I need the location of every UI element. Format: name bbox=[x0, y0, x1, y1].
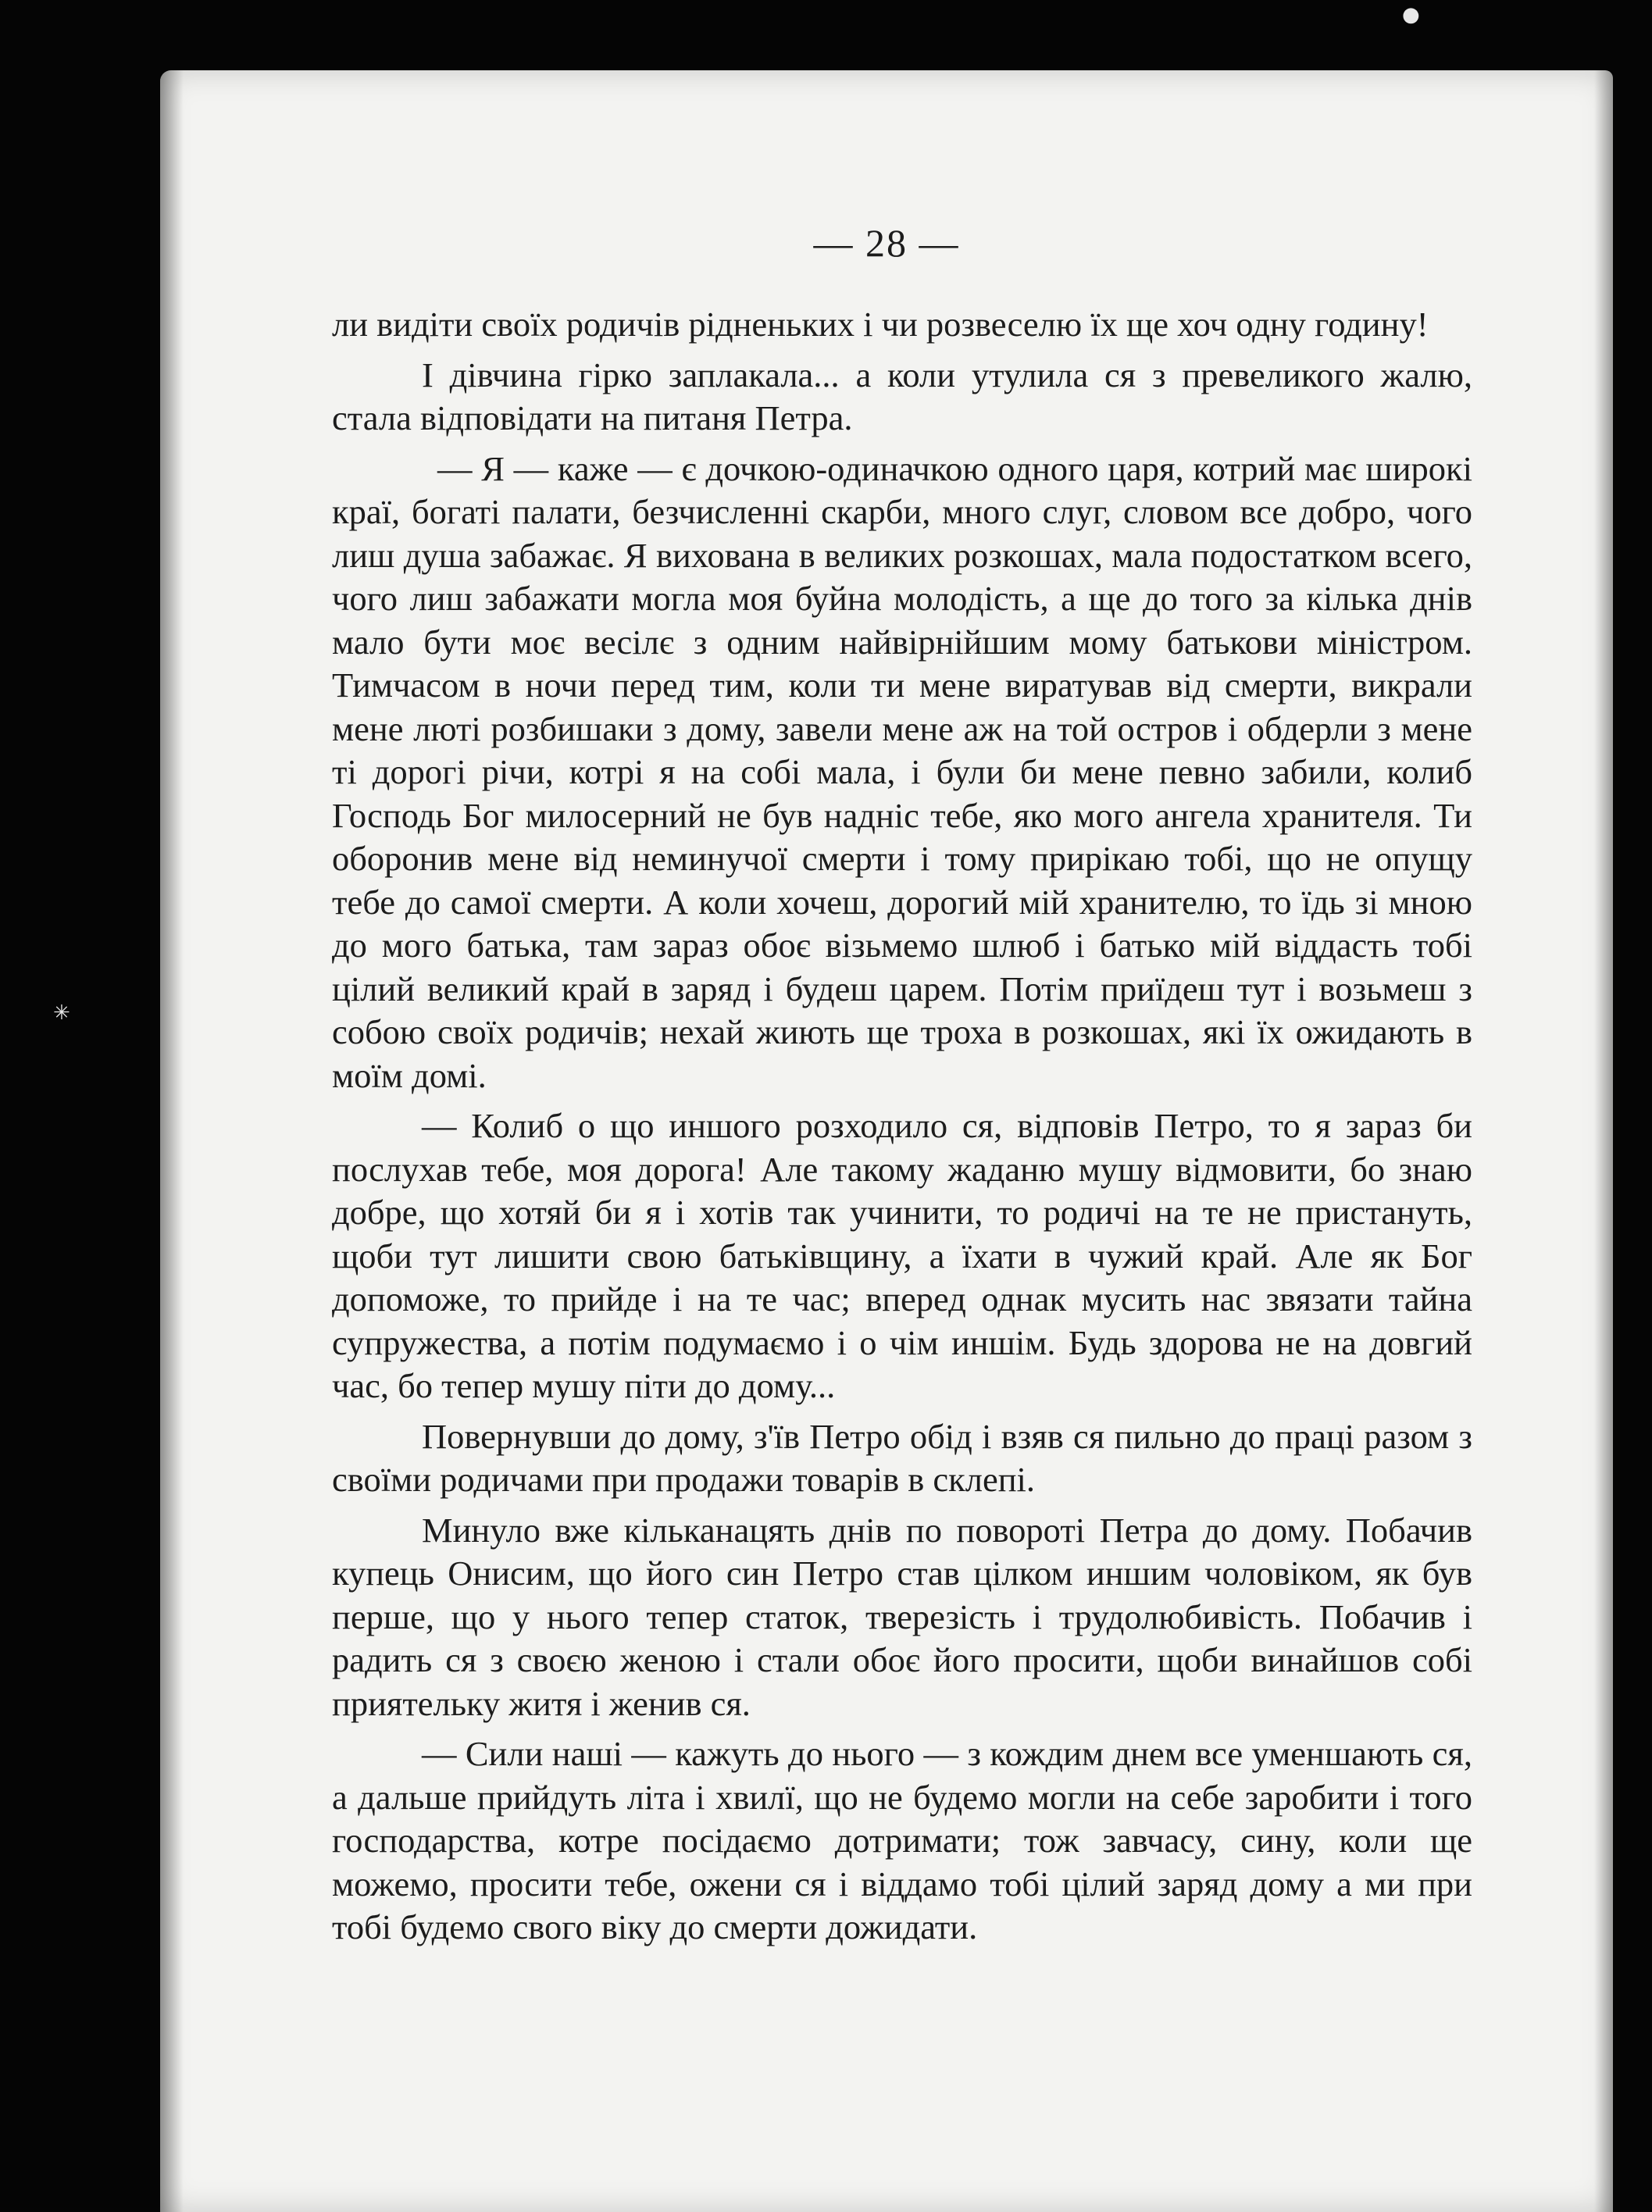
paragraph-6: Минуло вже кільканацять днів по повороті Петра до дому. Побачив купець Онисим, що його син Петро став цілком иншим чоловіком, як був перше, що у нього тепер статок, тверезість і трудолюбивість. Побачив і радить ся з своєю женою і стали обоє його просити, щоби винайшов собі приятельку житя і женив ся. bbox=[332, 1510, 1472, 1723]
paragraph-5: Повернувши до дому, з'їв Петро обід і взяв ся пильно до праці разом з своїми родичами при продажи товарів в склепі. bbox=[332, 1416, 1472, 1499]
book-page bbox=[160, 70, 1613, 2212]
paragraph-2: І дівчина гірко заплакала... а коли утулила ся з превеликого жалю, стала відповідати на питаня Петра. bbox=[332, 355, 1472, 437]
paragraph-7: — Сили наші — кажуть до нього — з кождим днем все уменшають ся, а дальше прийдуть літа і хвилї, що не будемо могли на себе заробити і того господарства, котре посідаємо дотримати; тож завчасу, сину, коли ще можемо, просити тебе, ожени ся і віддамо тобі цілий заряд дому а ми при тобі будемо свого віку до смерти дожидати. bbox=[332, 1734, 1472, 1946]
paragraph-4: — Колиб о що иншого розходило ся, відповів Петро, то я зараз би послухав тебе, моя дорога! Але такому жаданю мушу відмовити, бо знаю добре, що хотяй би я і хотів так учинити, то родичі на те не пристануть, щоби тут лишити свою батьківщину, а їхати в чужий край. Але як Бог допоможе, то прийде і на те час; вперед однак мусить нас звязати тайна супружества, а потім подумаємо і о чім иншім. Будь здорова не на довгий час, бо тепер мушу піти до дому... bbox=[332, 1106, 1472, 1405]
paragraph-3: — Я — каже — є дочкою-одиначкою одного царя, котрий має широкі краї, богаті палати, безчисленні скарби, много слуг, словом все добро, чого лиш душа забажає. Я вихована в великих розкошах, мала подостатком всего, чого лиш забажати могла моя буйна молодість, а ще до того за кілька днів мало бути моє весілє з одним найвірнійшим мому батькови міністром. Тимчасом в ночи перед тим, коли ти мене виратував від смерти, викрали мене люті розбишаки з дому, завели мене аж на той остров і обдерли з мене ті дорогі річи, котрі я на собі мала, і були би мене певно забили, колиб Господь Бог милосерний не був надніс тебе, яко мого ангела хранителя. Ти оборонив мене від неминучої смерти і тому прирікаю тобі, що не опущу тебе до самої смерти. А коли хочеш, дорогий мій хранителю, то їдь зі мною до мого батька, там зараз обоє візьмемо шлюб і батько мій віддасть тобі цілий великий край в заряд і будеш царем. Потім приїдеш тут і возьмеш з собою своїх родичів; нехай жиють ще троха в розкошах, які їх ожидають в моїм домі. bbox=[332, 448, 1472, 1095]
paragraph-1: ли видіти своїх родичів рідненьких і чи розвеселю їх ще хоч одну годину! bbox=[332, 305, 1429, 344]
page-number: — 28 — bbox=[813, 221, 960, 265]
body-text bbox=[332, 303, 1472, 1957]
dust-speck: ✳ bbox=[53, 1001, 70, 1025]
dust-speck: ● bbox=[1402, 3, 1420, 27]
